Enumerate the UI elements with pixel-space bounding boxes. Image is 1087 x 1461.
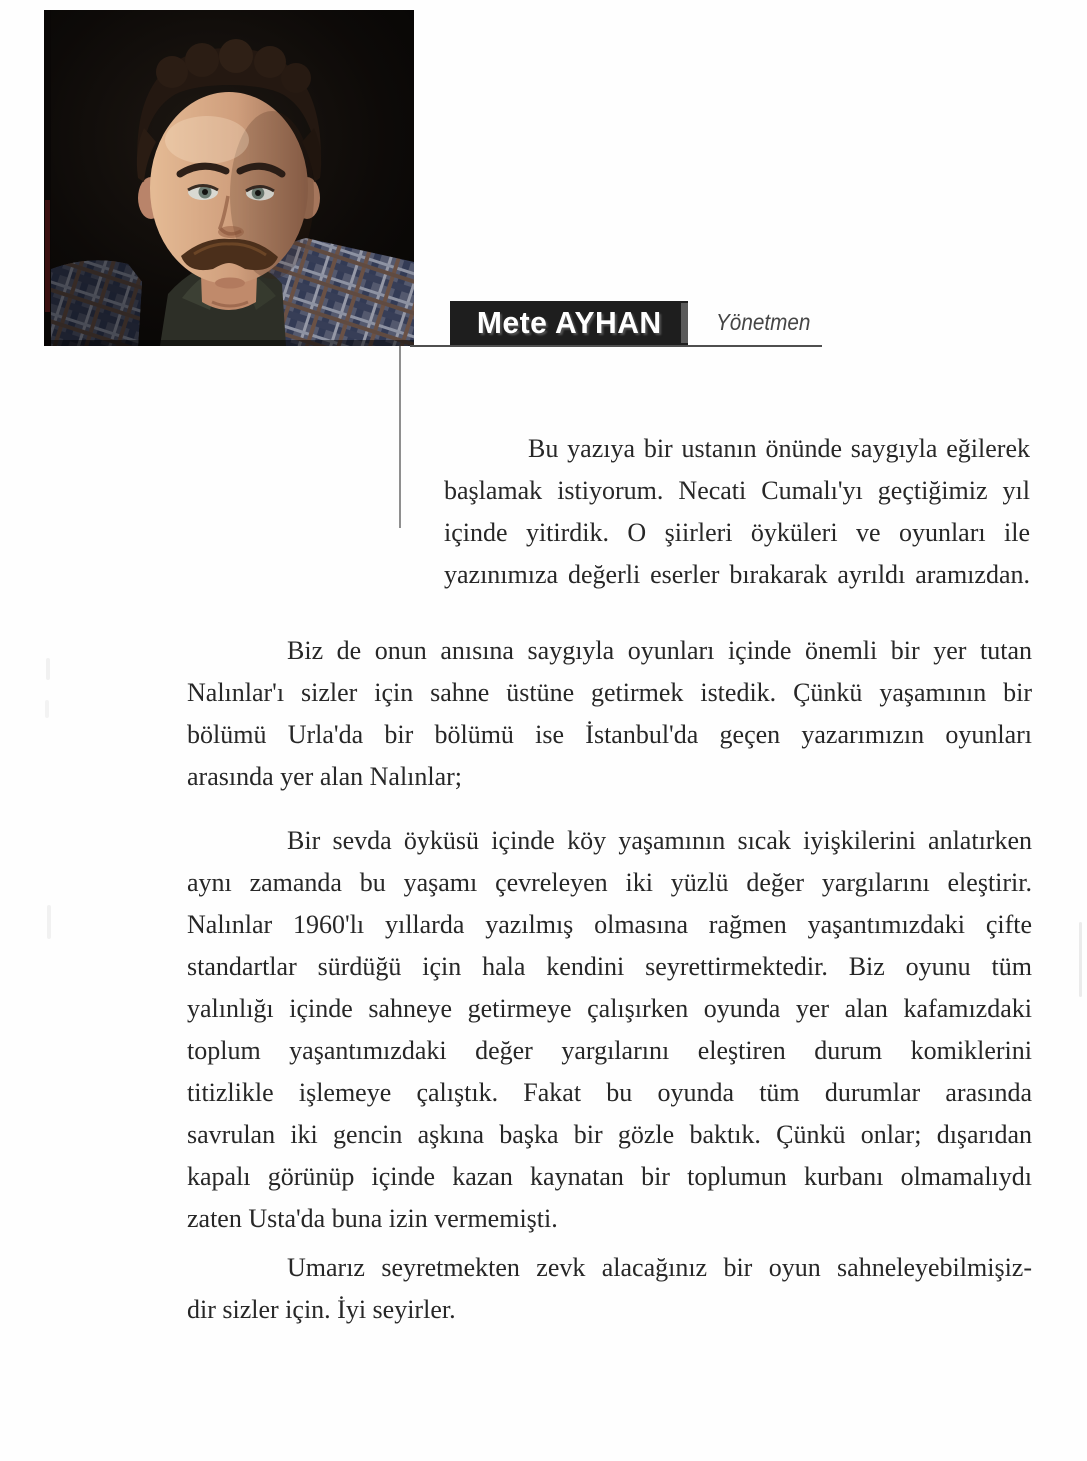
text-line: içinde yitirdik. O şiirleri öyküleri ve oyunları ile [444, 518, 1030, 547]
name-banner [450, 301, 688, 345]
director-portrait-photo [44, 10, 414, 346]
scan-artifact [46, 658, 50, 680]
role-label: Yönetmen [716, 309, 811, 335]
text-line: dir sizler için. İyi seyirler. [187, 1295, 456, 1324]
text-line: toplum yaşantımızdaki değer yargılarını eleştiren durum komiklerini [187, 1036, 1032, 1065]
text-line: Umarız seyretmekten zevk alacağınız bir oyun sahneleyebilmişiz- [287, 1253, 1032, 1282]
vertical-divider-rule [399, 346, 401, 528]
paragraph-play-description [187, 820, 1032, 1240]
text-line: kapalı görünüp içinde kazan kaynatan bir toplumun kurbanı olmamalıydı [187, 1162, 1032, 1191]
scan-artifact [1079, 922, 1082, 997]
text-line: aynı zamanda bu yaşamı çevreleyen iki yüzlü değer yargılarını eleştirir. [187, 868, 1032, 897]
director-name: Mete AYHAN [476, 305, 662, 340]
text-line: zaten Usta'da buna izin vermemişti. [187, 1204, 558, 1233]
text-line: Nalınlar'ı sizler için sahne üstüne getirmek istedik. Çünkü yaşamının bir [187, 678, 1032, 707]
text-line: savrulan iki gencin aşkına başka bir gözle baktık. Çünkü onlar; dışarıdan [187, 1120, 1032, 1149]
scan-artifact [47, 905, 51, 939]
text-line: arasında yer alan Nalınlar; [187, 762, 463, 791]
scan-artifact [45, 700, 49, 718]
text-line: başlamak istiyorum. Necati Cumalı'yı geçtiğimiz yıl [444, 476, 1030, 505]
text-line: yalınlığı içinde sahneye getirmeye çalışırken oyunda yer alan kafamızdaki [187, 994, 1032, 1023]
paragraph-intro [444, 428, 1030, 596]
text-line: Nalınlar 1960'lı yıllarda yazılmış olmasına rağmen yaşantımızdaki çifte [187, 910, 1032, 939]
text-line: standartlar sürdüğü için hala kendini seyrettirmektedir. Biz oyunu tüm [187, 952, 1032, 981]
director-portrait-illustration [44, 10, 414, 346]
text-line: bölümü Urla'da bir bölümü ise İstanbul'da geçen yazarımızın oyunları [187, 720, 1032, 749]
text-line: Bir sevda öyküsü içinde köy yaşamının sıcak iyişkilerini anlatırken [287, 826, 1032, 855]
text-line: yazınımıza değerli eserler bırakarak ayrıldı aramızdan. [444, 560, 1030, 589]
text-line: titizlikle işlemeye çalıştık. Fakat bu oyunda tüm durumlar arasında [187, 1078, 1032, 1107]
paragraph-closing [187, 1247, 1032, 1331]
header-rule [410, 345, 822, 347]
paragraph-tribute [187, 630, 1032, 798]
text-line: Biz de onun anısına saygıyla oyunları içinde önemli bir yer tutan [287, 636, 1032, 665]
text-line: Bu yazıya bir ustanın önünde saygıyla eğilerek [528, 434, 1030, 463]
